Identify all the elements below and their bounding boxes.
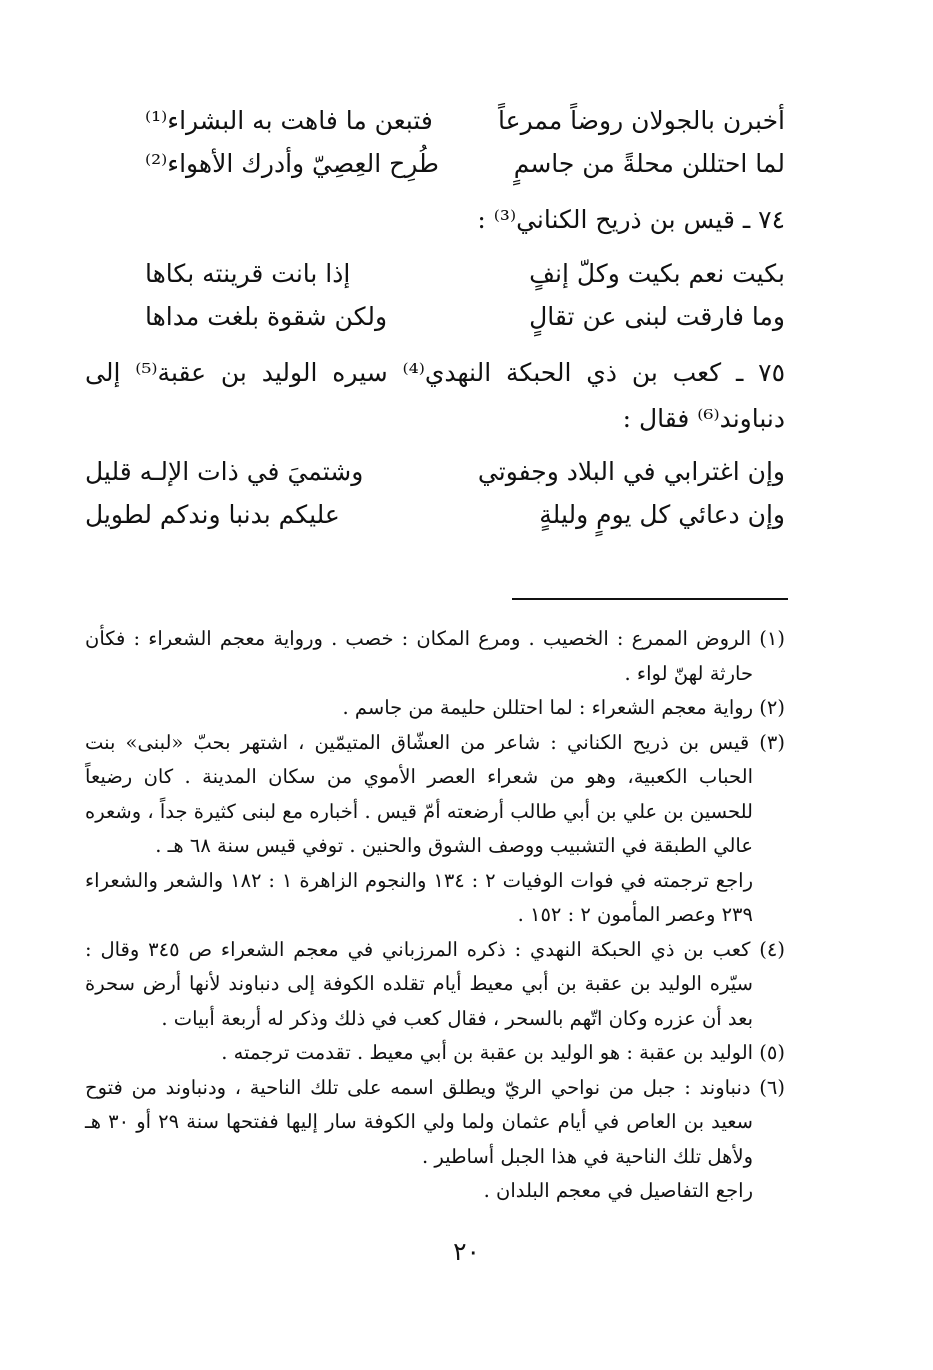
verse-first-hemistich: بكيت نعم بكيت وكلّ إنفٍ <box>529 259 785 288</box>
footnote-reference: راجع التفاصيل في معجم البلدان . <box>483 1179 753 1202</box>
verse-line <box>145 254 785 294</box>
verse-first-hemistich: وما فارقت لبنى عن تقالٍ <box>529 302 785 331</box>
verse-line <box>85 452 785 492</box>
verse-line <box>145 297 785 337</box>
footnote: (٥) الوليد بن عقبة : هو الوليد بن عقبة بن أبي معيط . تقدمت ترجمته . <box>221 1041 785 1064</box>
footnote: (٤) كعب بن ذي الحبكة النهدي : ذكره المرزباني في معجم الشعراء ص ٣٤٥ وقال : سيّره الوليد بن عقبة بن أبي معيط أيام تقلده الكوفة إلى دنباوند لأنها أرض سحرة بعد أن عزره وكان اتّهم بالسحر ، فقال كعب في ذلك وذكر له أربعة أبيات . <box>85 937 785 1030</box>
footnotes <box>85 622 785 1209</box>
footnote-separator <box>512 598 788 600</box>
verse-line <box>145 101 785 141</box>
verse-second-hemistich: عليكم بدنبا وندكم لطويل <box>85 500 340 529</box>
footnote-reference: راجع ترجمته في فوات الوفيات ٢ : ١٣٤ والنجوم الزاهرة ١ : ١٨٢ والشعر والشعراء ٢٣٩ وعصر المأمون ٢ : ١٥٢ . <box>85 868 754 926</box>
verse-first-hemistich: أخبرن بالجولان روضاً ممرعاً <box>498 106 785 135</box>
poet-paragraph: ٧٥ ـ كعب بن ذي الحبكة النهدي⁽⁴⁾ سيره الوليد بن عقبة⁽⁵⁾ إلى دنباوند⁽⁶⁾ فقال : <box>85 358 785 433</box>
verse-second-hemistich: إذا بانت قرينته بكاها <box>145 259 351 288</box>
verse-second-hemistich: وشتميَ في ذات الإلـه قليل <box>85 457 364 486</box>
verse-second-hemistich: ولكن شقوة بلغت مداها <box>145 302 388 331</box>
verse-second-hemistich: طُرِح العِصِيّ وأدرك الأهواء⁽²⁾ <box>145 149 439 178</box>
verse-line <box>85 495 785 535</box>
footnote: (١) الروض الممرع : الخصيب . ومرع المكان : خصب . ورواية معجم الشعراء : فكأن حارثة لهنّ لواء . <box>85 627 785 685</box>
verse-first-hemistich: لما احتللن محلةً من جاسمٍ <box>513 149 785 178</box>
footnote: (٣) قيس بن ذريح الكناني : شاعر من العشّاق المتيمّين ، اشتهر بحبّ «لبنى» بنت الحباب الكعبية، وهو من شعراء العصر الأموي من سكان المدينة . كان رضيعاً للحسين بن علي بن أبي طالب أرضعته أمّ قيس . أخباره مع لبنى كثيرة جداً ، وشعره عالي الطبقة في التشبيب ووصف الشوق والحنين . توفي قيس سنة ٦٨ هـ . <box>85 730 785 857</box>
page-number: ٢٠ <box>453 1237 480 1266</box>
verse-first-hemistich: وإن دعائي كل يومٍ وليلةٍ <box>539 500 785 529</box>
verse-line <box>145 144 785 184</box>
verse-first-hemistich: وإن اغترابي في البلاد وجفوتي <box>477 457 785 486</box>
footnote: (٢) رواية معجم الشعراء : لما احتللن حليمة من جاسم . <box>342 696 785 719</box>
poet-heading: ٧٤ ـ قيس بن ذريح الكناني⁽³⁾ : <box>477 205 785 234</box>
verse-second-hemistich: فتبعن ما فاهت به البشراء⁽¹⁾ <box>145 106 433 135</box>
footnote: (٦) دنباوند : جبل من نواحي الريّ ويطلق اسمه على تلك الناحية ، ودنباوند من فتوح سعيد بن العاص في أيام عثمان ولما ولي الكوفة سار إليها ففتحها سنة ٢٩ أو ٣٠ هـ ولأهل تلك الناحية في هذا الجبل أساطير . <box>85 1075 785 1168</box>
